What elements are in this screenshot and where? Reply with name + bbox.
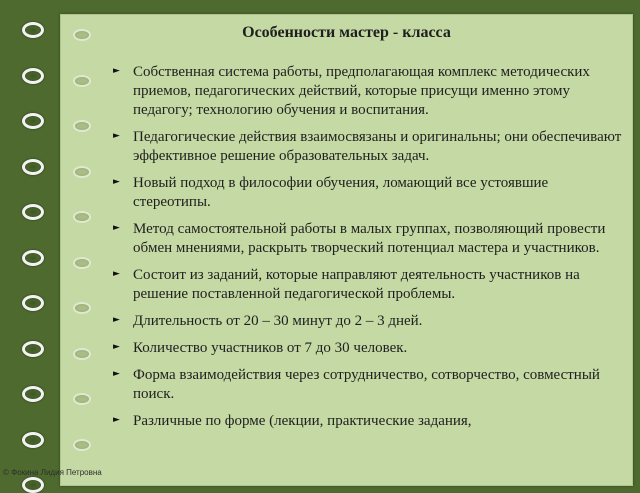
arrow-bullet-icon: ► xyxy=(113,131,120,141)
bullet-item xyxy=(113,339,623,358)
punched-hole-icon xyxy=(73,211,91,223)
punched-hole-icon xyxy=(73,75,91,87)
binder-ring-icon xyxy=(22,159,44,175)
bullet-item xyxy=(113,220,623,258)
punched-hole-icon xyxy=(73,166,91,178)
notebook-holes xyxy=(73,25,97,485)
bullet-text: Различные по форме (лекции, практические задания, xyxy=(133,413,472,429)
punched-hole-icon xyxy=(73,439,91,451)
copyright-watermark: © Фокина Лидия Петровна xyxy=(3,468,102,477)
bullet-text: Метод самостоятельной работы в малых группах, позволяющий провести обмен мнениями, раскрыть творческий потенциал мастера и участников. xyxy=(133,221,606,256)
arrow-bullet-icon: ► xyxy=(113,342,120,352)
bullet-item xyxy=(113,412,623,431)
bullet-item xyxy=(113,128,623,166)
arrow-bullet-icon: ► xyxy=(113,269,120,279)
slide-title: Особенности мастер - класса xyxy=(242,24,451,41)
bullet-item xyxy=(113,174,623,212)
arrow-bullet-icon: ► xyxy=(113,223,120,233)
binder-ring-icon xyxy=(22,68,44,84)
binder-ring-icon xyxy=(22,341,44,357)
punched-hole-icon xyxy=(73,120,91,132)
punched-hole-icon xyxy=(73,302,91,314)
bullet-text: Новый подход в философии обучения, ломающий все устоявшие стереотипы. xyxy=(133,175,549,210)
bullet-item xyxy=(113,266,623,304)
punched-hole-icon xyxy=(73,257,91,269)
arrow-bullet-icon: ► xyxy=(113,369,120,379)
binder-ring-icon xyxy=(22,386,44,402)
punched-hole-icon xyxy=(73,393,91,405)
bullet-text: Форма взаимодействия через сотрудничество, сотворчество, совместный поиск. xyxy=(133,367,600,402)
binder-ring-icon xyxy=(22,295,44,311)
bullet-item xyxy=(113,366,623,404)
punched-hole-icon xyxy=(73,348,91,360)
bullet-text: Длительность от 20 – 30 минут до 2 – 3 дней. xyxy=(133,313,423,329)
binder-ring-icon xyxy=(22,113,44,129)
binder-ring-icon xyxy=(22,432,44,448)
arrow-bullet-icon: ► xyxy=(113,315,120,325)
binder-ring-icon xyxy=(22,250,44,266)
arrow-bullet-icon: ► xyxy=(113,66,120,76)
bullet-text: Собственная система работы, предполагающая комплекс методических приемов, педагогических действий, которые присущи именно этому педагогу; технологию обучения и воспитания. xyxy=(133,64,590,118)
bullet-item xyxy=(113,312,623,331)
binder-ring-icon xyxy=(22,477,44,493)
bullet-list xyxy=(113,63,623,439)
arrow-bullet-icon: ► xyxy=(113,177,120,187)
binder-rings xyxy=(22,22,46,482)
content-panel xyxy=(60,14,633,486)
binder-ring-icon xyxy=(22,22,44,38)
bullet-text: Состоит из заданий, которые направляют деятельность участников на решение поставленной педагогической проблемы. xyxy=(133,267,580,302)
bullet-text: Педагогические действия взаимосвязаны и оригинальны; они обеспечивают эффективное решение образовательных задач. xyxy=(133,129,622,164)
bullet-item xyxy=(113,63,623,120)
binder-ring-icon xyxy=(22,204,44,220)
arrow-bullet-icon: ► xyxy=(113,415,120,425)
bullet-text: Количество участников от 7 до 30 человек. xyxy=(133,340,408,356)
